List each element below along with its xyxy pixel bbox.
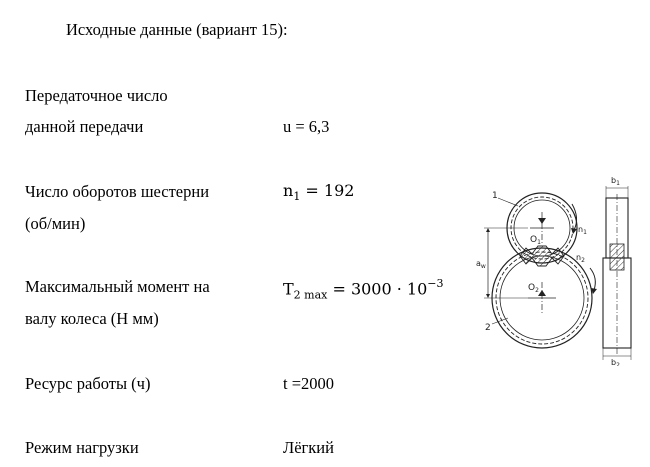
- pinion-speed-number: = 192: [300, 181, 355, 200]
- max-torque-number: = 3000 · 10: [327, 279, 428, 299]
- mesh-zone: [520, 246, 564, 266]
- leader-line-gear1: [498, 198, 518, 206]
- max-torque-symbol: T: [283, 279, 294, 299]
- gear1-number-label: 1: [492, 191, 498, 201]
- b1-label: $b_1$: [611, 176, 620, 187]
- o2-label: $O_2$: [528, 283, 539, 294]
- row-service-life-value: t =2000: [283, 374, 335, 393]
- row-pinion-speed-label-line2: (об/мин): [25, 214, 86, 233]
- n1-label: $n_1$: [578, 225, 587, 236]
- aw-label: $a_w$: [476, 259, 486, 270]
- row-pinion-speed-label-line1: Число оборотов шестерни: [25, 182, 210, 201]
- b2-label: $b_2$: [611, 358, 620, 366]
- n2-label: $n_2$: [576, 253, 585, 264]
- pinion-speed-subscript: 1: [293, 190, 301, 204]
- row-max-torque-label-line2: валу колеса (Н мм): [25, 309, 159, 328]
- row-service-life-label: Ресурс работы (ч): [25, 374, 151, 393]
- gear-pair-diagram: [468, 168, 644, 366]
- page-heading: Исходные данные (вариант 15):: [66, 20, 288, 39]
- side-view: [603, 186, 631, 360]
- row-load-mode-value: Лёгкий: [283, 438, 334, 457]
- row-max-torque-label-line1: Максимальный момент на: [25, 277, 210, 296]
- row-gear-ratio-label-line2: данной передачи: [25, 117, 144, 136]
- pinion-speed-symbol: n: [283, 181, 294, 200]
- leader-line-gear2: [492, 318, 508, 324]
- row-gear-ratio-value: u = 6,3: [283, 117, 330, 136]
- max-torque-subscript: 2 max: [293, 288, 328, 302]
- gear2-number-label: 2: [485, 323, 491, 333]
- row-load-mode-label: Режим нагрузки: [25, 438, 139, 457]
- row-max-torque-value: [283, 278, 444, 302]
- row-pinion-speed-value: [283, 181, 354, 203]
- row-gear-ratio-label-line1: Передаточное число: [25, 86, 168, 105]
- max-torque-exponent: −3: [427, 277, 444, 290]
- o1-label: $O_1$: [530, 235, 541, 246]
